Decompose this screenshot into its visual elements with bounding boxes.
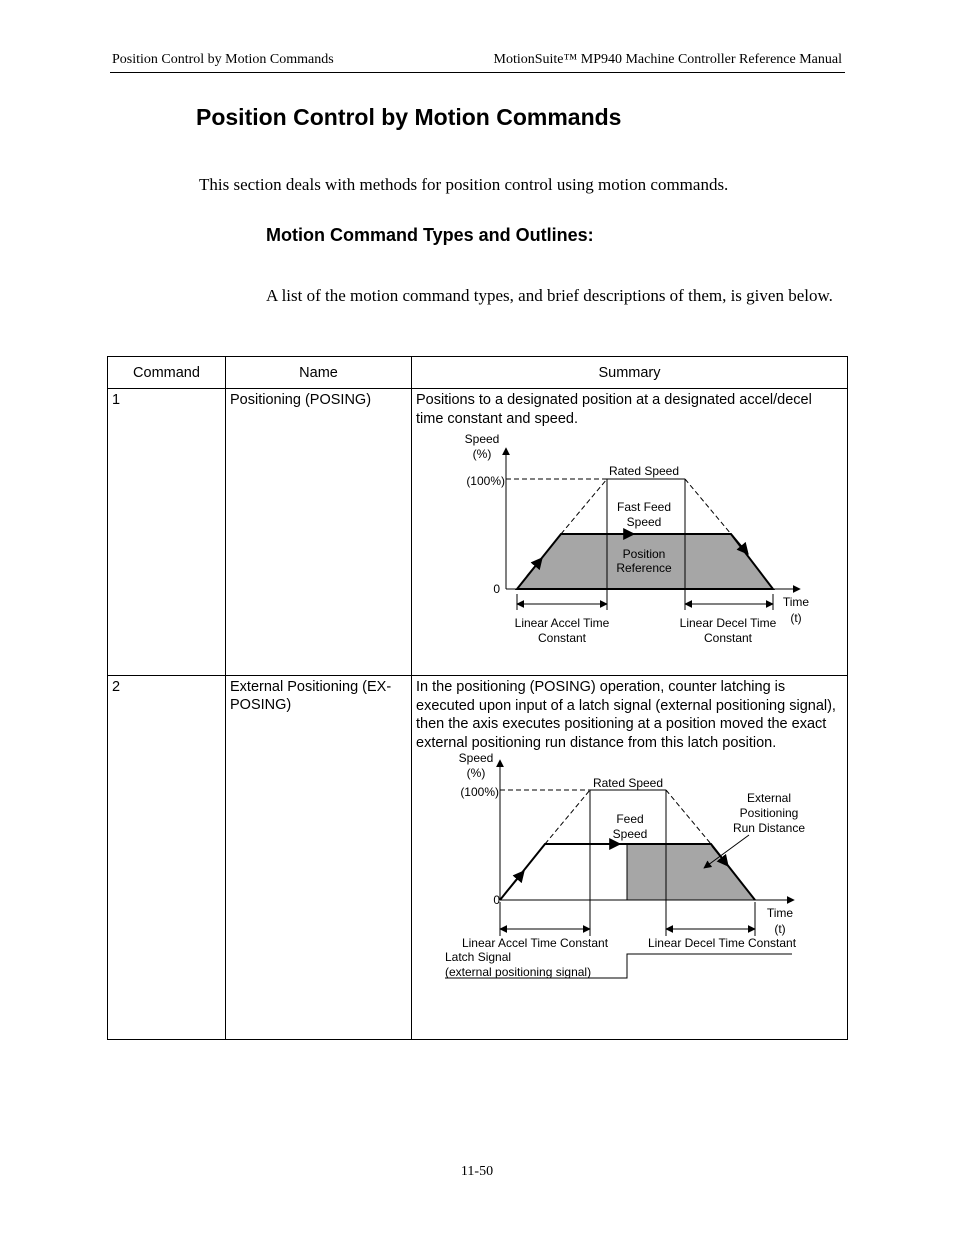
- position-reference-label-2: Reference: [616, 561, 672, 575]
- speed-unit-label: (%): [466, 766, 486, 780]
- decel-time-label: Linear Decel Time Constant: [647, 936, 797, 950]
- page-title: Position Control by Motion Commands: [196, 104, 622, 130]
- decel-extension-line: [685, 479, 731, 534]
- accel-direction-arrow: [509, 871, 524, 889]
- name-cell: Positioning (POSING): [226, 389, 412, 676]
- summary-text: Positions to a designated position at a designated accel/decel time constant and speed.: [416, 392, 812, 427]
- time-label: Time: [766, 906, 794, 920]
- time-unit-label: (t): [790, 611, 802, 625]
- external-distance-label-2: Positioning: [739, 806, 799, 820]
- accel-time-label-2: Constant: [537, 631, 587, 645]
- external-distance-label: External: [746, 791, 792, 805]
- external-run-distance-area: [627, 844, 755, 900]
- motion-command-table: [107, 356, 848, 1040]
- feed-speed-label-2: Speed: [612, 827, 648, 841]
- zero-label: 0: [493, 582, 500, 596]
- command-cell: 1: [108, 389, 226, 676]
- rated-speed-label: Rated Speed: [592, 776, 664, 790]
- page-number: 11-50: [460, 1164, 494, 1179]
- speed-unit-label: (%): [472, 447, 492, 461]
- percent-100-label: (100%): [466, 474, 505, 488]
- ex-posing-speed-diagram: [412, 752, 846, 1002]
- position-reference-label: Position: [622, 547, 666, 561]
- section-heading: Motion Command Types and Outlines:: [266, 225, 594, 245]
- decel-extension-line: [666, 790, 711, 844]
- running-header-left: Position Control by Motion Commands: [112, 52, 334, 67]
- fast-feed-label: Fast Feed: [616, 500, 672, 514]
- fast-feed-label-2: Speed: [626, 515, 662, 529]
- feed-speed-label: Feed: [616, 812, 644, 826]
- accel-time-label: Linear Accel Time: [514, 616, 610, 630]
- lead-paragraph: A list of the motion command types, and brief descriptions of them, is given below.: [266, 286, 833, 305]
- latch-signal-label-2: (external positioning signal): [445, 965, 592, 979]
- summary-text: In the positioning (POSING) operation, counter latching is executed upon input of a latch signal (external positioning signal), then the axis executes positioning at a position moved the exact external positioning run distance from this latch position.: [416, 679, 836, 751]
- table-row: [108, 389, 848, 676]
- summary-cell: [412, 389, 848, 676]
- zero-label: 0: [493, 893, 500, 907]
- speed-label: Speed: [458, 752, 494, 765]
- decel-time-label: Linear Decel Time: [679, 616, 777, 630]
- command-cell: 2: [108, 676, 226, 1040]
- posing-speed-diagram: [412, 428, 846, 658]
- table-row: [108, 676, 848, 1040]
- decel-time-label-2: Constant: [703, 631, 753, 645]
- running-header-right: MotionSuite™ MP940 Machine Controller Reference Manual: [493, 52, 842, 67]
- intro-paragraph: This section deals with methods for position control using motion commands.: [199, 175, 729, 194]
- summary-cell: [412, 676, 848, 1040]
- time-unit-label: (t): [774, 922, 786, 936]
- column-header-command: Command: [108, 357, 226, 389]
- time-label: Time: [782, 595, 810, 609]
- speed-label: Speed: [464, 432, 500, 446]
- external-distance-label-3: Run Distance: [732, 821, 806, 835]
- accel-extension-line: [561, 479, 607, 534]
- table-header-row: [108, 357, 848, 389]
- header-rule: [110, 72, 845, 73]
- name-cell: External Positioning (EX-POSING): [226, 676, 412, 1040]
- column-header-summary: Summary: [412, 357, 848, 389]
- rated-speed-label: Rated Speed: [608, 464, 680, 478]
- accel-extension-line: [545, 790, 590, 844]
- column-header-name: Name: [226, 357, 412, 389]
- latch-signal-label: Latch Signal: [445, 950, 512, 964]
- percent-100-label: (100%): [460, 785, 499, 799]
- accel-time-label: Linear Accel Time Constant: [461, 936, 609, 950]
